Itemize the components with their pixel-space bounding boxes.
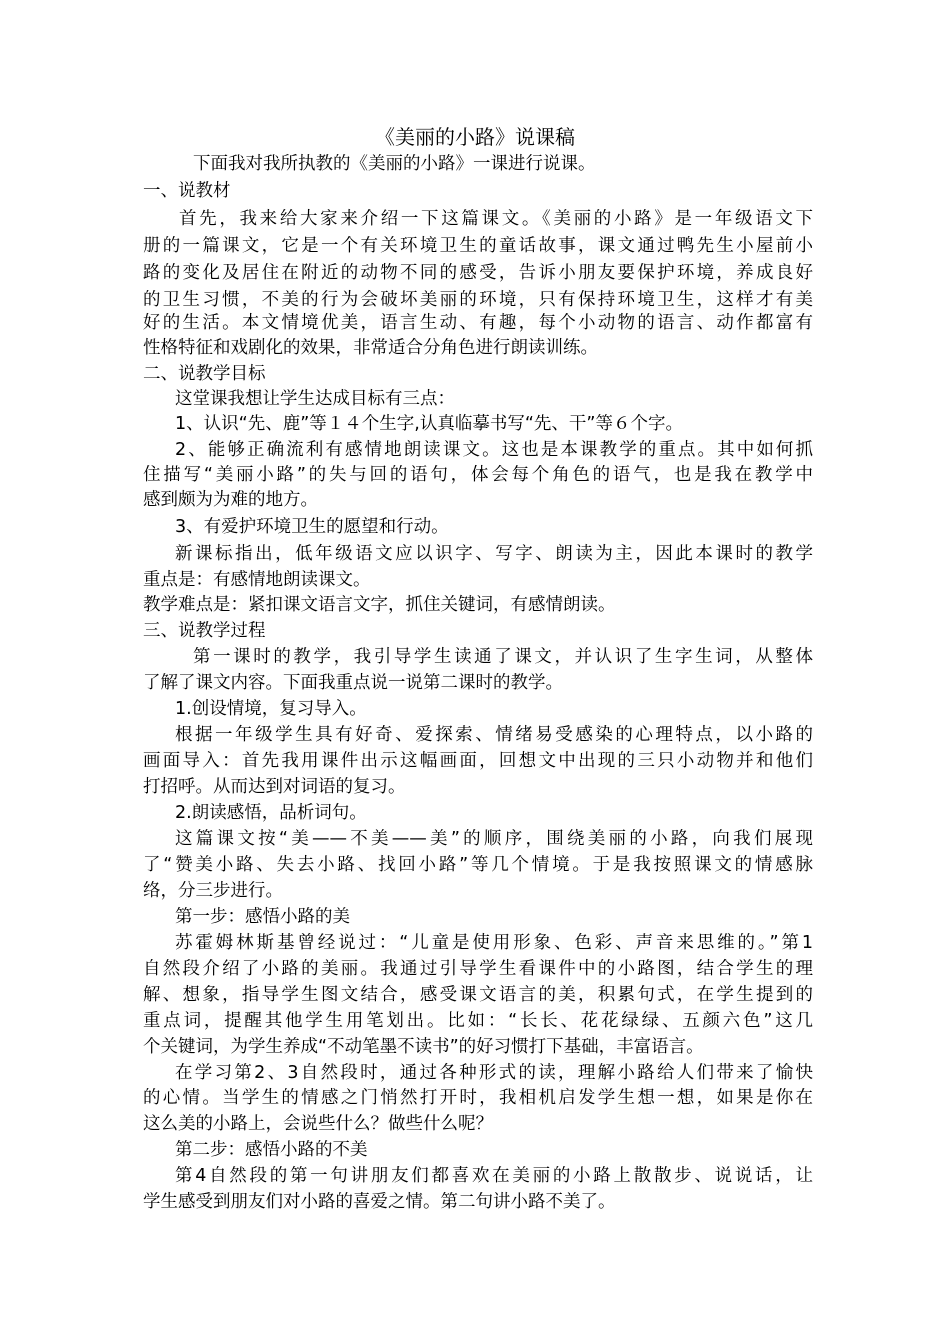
- paragraph-line: 根据一年级学生具有好奇、爱探索、情绪易受感染的心理特点，以小路的: [175, 725, 813, 745]
- paragraph-line: 这堂课我想让学生达成目标有三点：: [175, 389, 455, 409]
- section-heading-1: 一、说教材: [143, 181, 231, 201]
- paragraph-line: 了解了课文内容。下面我重点说一说第二课时的教学。: [143, 673, 563, 693]
- paragraph-line: 感到颇为为难的地方。: [143, 490, 318, 510]
- section-heading-2: 二、说教学目标: [143, 364, 266, 384]
- goal-item-3: 3、有爱护环境卫生的愿望和行动。: [175, 517, 449, 537]
- subheading: 1.创设情境，复习导入。: [175, 699, 367, 719]
- paragraph-line: 学生感受到朋友们对小路的喜爱之情。第二句讲小路不美了。: [143, 1192, 616, 1212]
- paragraph-line: 络，分三步进行。: [143, 881, 283, 901]
- subheading: 第二步：感悟小路的不美: [175, 1140, 368, 1160]
- paragraph-line: 的卫生习惯，不美的行为会破坏美丽的环境，只有保持环境卫生，这样才有美: [143, 290, 813, 310]
- paragraph-line: 住描写“美丽小路”的失与回的语句，体会每个角色的语气，也是我在教学中: [143, 465, 813, 485]
- paragraph-line: 画面导入：首先我用课件出示这幅画面，回想文中出现的三只小动物并和他们: [143, 751, 813, 771]
- paragraph-line: 在学习第2、3自然段时，通过各种形式的读，理解小路给人们带来了愉快: [175, 1063, 813, 1083]
- paragraph-line: 这么美的小路上，会说些什么？做些什么呢？: [143, 1114, 493, 1134]
- paragraph-line: 教学难点是：紧扣课文语言文字，抓住关键词，有感情朗读。: [143, 595, 616, 615]
- paragraph-line: 新课标指出，低年级语文应以识字、写字、朗读为主，因此本课时的教学: [175, 544, 813, 564]
- paragraph-line: 路的变化及居住在附近的动物不同的感受，告诉小朋友要保护环境，养成良好: [143, 263, 813, 283]
- intro-line: 下面我对我所执教的《美丽的小路》一课进行说课。: [193, 154, 596, 174]
- goal-item-2: 2、能够正确流利有感情地朗读课文。这也是本课教学的重点。其中如何抓: [175, 440, 813, 460]
- paragraph-line: 苏霍姆林斯基曾经说过：“儿童是使用形象、色彩、声音来思维的。”第1: [175, 933, 813, 953]
- paragraph-line: 首先，我来给大家来介绍一下这篇课文。《美丽的小路》是一年级语文下: [179, 209, 813, 229]
- paragraph-line: 打招呼。从而达到对词语的复习。: [143, 777, 406, 797]
- paragraph-line: 的心情。当学生的情感之门悄然打开时，我相机启发学生想一想，如果是你在: [143, 1088, 813, 1108]
- paragraph-line: 自然段介绍了小路的美丽。我通过引导学生看课件中的小路图，结合学生的理: [143, 959, 813, 979]
- goal-item-1: 1、认识“先、鹿”等１４个生字,认真临摹书写“先、干”等６个字。: [175, 414, 683, 434]
- document-title: 《美丽的小路》说课稿: [375, 125, 575, 149]
- paragraph-line: 个关键词，为学生养成“不动笔墨不读书”的好习惯打下基础，丰富语言。: [143, 1037, 704, 1057]
- paragraph-line: 好的生活。本文情境优美，语言生动、有趣，每个小动物的语言、动作都富有: [143, 313, 813, 333]
- paragraph-line: 了“赞美小路、失去小路、找回小路”等几个情境。于是我按照课文的情感脉: [143, 855, 813, 875]
- subheading: 第一步：感悟小路的美: [175, 907, 350, 927]
- paragraph-line: 解、想象，指导学生图文结合，感受课文语言的美，积累句式，在学生提到的: [143, 985, 813, 1005]
- paragraph-line: 重点是：有感情地朗读课文。: [143, 570, 371, 590]
- paragraph-line: 这篇课文按“美——不美——美”的顺序，围绕美丽的小路，向我们展现: [175, 829, 813, 849]
- paragraph-line: 第4自然段的第一句讲朋友们都喜欢在美丽的小路上散散步、说说话，让: [175, 1166, 813, 1186]
- paragraph-line: 重点词，提醒其他学生用笔划出。比如：“长长、花花绿绿、五颜六色”这几: [143, 1011, 813, 1031]
- subheading: 2.朗读感悟，品析词句。: [175, 803, 367, 823]
- paragraph-line: 性格特征和戏剧化的效果，非常适合分角色进行朗读训练。: [143, 338, 598, 358]
- paragraph-line: 第一课时的教学，我引导学生读通了课文，并认识了生字生词，从整体: [193, 647, 813, 667]
- paragraph-line: 册的一篇课文，它是一个有关环境卫生的童话故事，课文通过鸭先生小屋前小: [143, 236, 813, 256]
- section-heading-3: 三、说教学过程: [143, 621, 266, 641]
